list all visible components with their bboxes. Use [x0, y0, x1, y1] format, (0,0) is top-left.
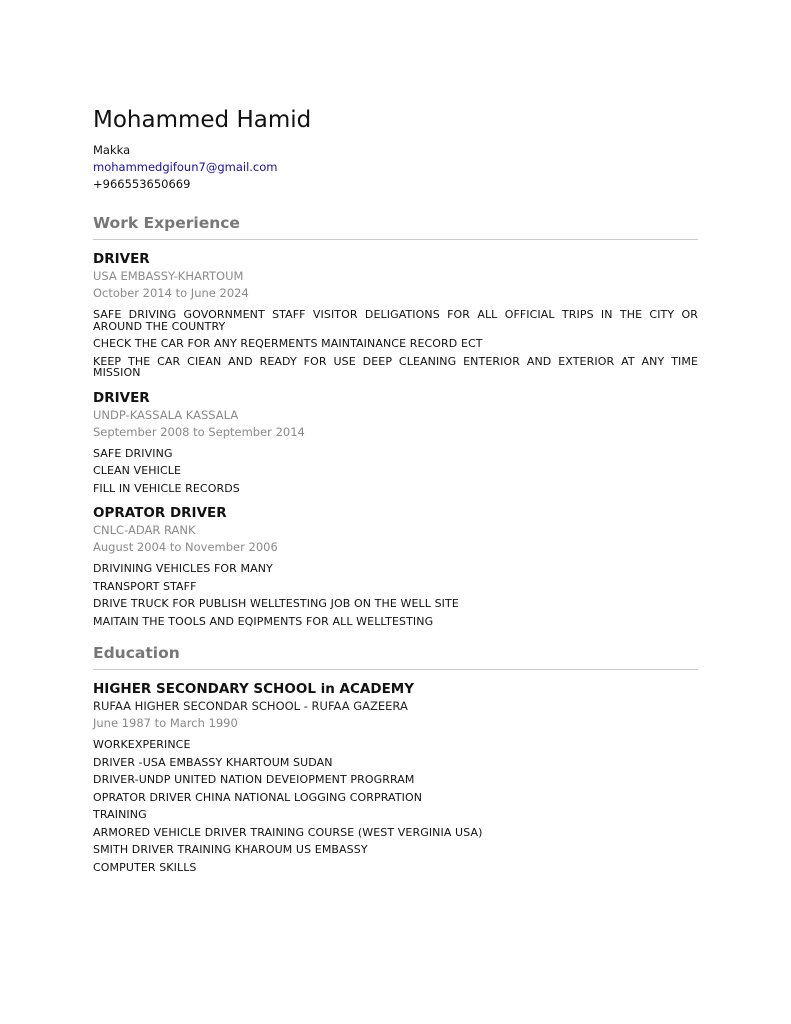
- education-entry: [93, 680, 698, 873]
- job-dates: October 2014 to June 2024: [93, 286, 249, 300]
- job-employer: USA EMBASSY-KHARTOUM: [93, 269, 244, 283]
- detail-item: ARMORED VEHICLE DRIVER TRAINING COURSE (WEST VERGINIA USA): [93, 825, 483, 839]
- detail-item: SMITH DRIVER TRAINING KHAROUM US EMBASSY: [93, 843, 368, 856]
- education-title: Education: [93, 643, 698, 670]
- duty-item: KEEP THE CAR CIEAN AND READY FOR USE DEEP CLEANING ENTERIOR AND EXTERIOR AT ANY TIME MISSION: [93, 354, 698, 379]
- contact-block: [93, 142, 698, 193]
- detail-item: OPRATOR DRIVER CHINA NATIONAL LOGGING CORPRATION: [93, 790, 423, 804]
- duty-item: DRIVINING VEHICLES FOR MANY: [93, 562, 273, 575]
- education-details: [93, 739, 698, 873]
- duty-item: TRANSPORT STAFF: [93, 579, 197, 593]
- education-section: [93, 643, 698, 873]
- job-employer: UNDP-KASSALA KASSALA: [93, 407, 239, 422]
- job-dates: August 2004 to November 2006: [93, 540, 278, 554]
- job-title: DRIVER: [93, 389, 150, 406]
- duty-item: CHECK THE CAR FOR ANY REQERMENTS MAINTAINANCE RECORD ECT: [93, 337, 483, 350]
- candidate-name: Mohammed Hamid: [93, 107, 312, 133]
- school-name: RUFAA HIGHER SECONDAR SCHOOL - RUFAA GAZEERA: [93, 699, 408, 713]
- job-dates: September 2008 to September 2014: [93, 424, 305, 439]
- job-title: DRIVER: [93, 251, 150, 267]
- duty-item: MAITAIN THE TOOLS AND EQIPMENTS FOR ALL WELLTESTING: [93, 614, 434, 628]
- detail-item: DRIVER -USA EMBASSY KHARTOUM SUDAN: [93, 755, 333, 769]
- duty-item: FILL IN VEHICLE RECORDS: [93, 481, 240, 495]
- job-entry: [93, 250, 698, 379]
- job-entry: [93, 504, 698, 627]
- email-link[interactable]: mohammedgifoun7@gmail.com: [93, 160, 278, 174]
- detail-item: TRAINING: [93, 808, 147, 821]
- job-duties: [93, 309, 698, 379]
- degree-title: HIGHER SECONDARY SCHOOL in ACADEMY: [93, 681, 414, 697]
- duty-item: SAFE DRIVING GOVORNMENT STAFF VISITOR DELIGATIONS FOR ALL OFFICIAL TRIPS IN THE CITY OR AROUND THE COUNTRY: [93, 308, 698, 333]
- job-duties: [93, 563, 698, 627]
- duty-item: CLEAN VEHICLE: [93, 464, 182, 477]
- location: Makka: [93, 143, 131, 157]
- detail-item: DRIVER-UNDP UNITED NATION DEVEIOPMENT PROGRRAM: [93, 773, 415, 786]
- work-experience-title: Work Experience: [93, 213, 698, 240]
- resume-content: [93, 104, 698, 879]
- duty-item: SAFE DRIVING: [93, 446, 173, 460]
- job-duties: [93, 448, 698, 495]
- phone-number: +966553650669: [93, 177, 191, 191]
- job-employer: CNLC-ADAR RANK: [93, 523, 196, 537]
- duty-item: DRIVE TRUCK FOR PUBLISH WELLTESTING JOB ON THE WELL SITE: [93, 597, 459, 610]
- detail-item: WORKEXPERINCE: [93, 738, 191, 751]
- education-dates: June 1987 to March 1990: [93, 716, 238, 730]
- detail-item: COMPUTER SKILLS: [93, 860, 197, 874]
- job-title: OPRATOR DRIVER: [93, 505, 227, 521]
- work-experience-section: [93, 213, 698, 627]
- job-entry: [93, 389, 698, 495]
